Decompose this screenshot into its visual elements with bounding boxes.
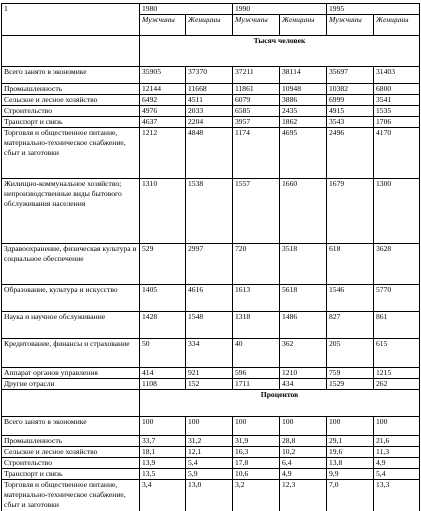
value-cell: 1486	[280, 311, 327, 338]
value-cell: 100	[280, 416, 327, 435]
value-cell: 2496	[327, 127, 374, 178]
section-label-cell	[2, 389, 140, 416]
value-cell: 13,5	[140, 468, 186, 479]
value-cell: 6,4	[280, 457, 327, 468]
value-cell: 3628	[374, 243, 420, 284]
value-cell: 434	[280, 378, 327, 389]
column-header: Женщины	[280, 14, 327, 35]
value-cell: 2997	[186, 243, 233, 284]
value-cell: 5770	[374, 284, 420, 311]
value-cell: 35905	[140, 66, 186, 83]
value-cell: 720	[233, 243, 280, 284]
value-cell: 6079	[233, 94, 280, 105]
value-cell: 4,9	[374, 457, 420, 468]
value-cell: 759	[327, 367, 374, 378]
value-cell: 2435	[280, 105, 327, 116]
column-header: Мужчины	[233, 14, 280, 35]
value-cell: 38114	[280, 66, 327, 83]
table-row	[2, 243, 420, 284]
value-cell: 1529	[327, 378, 374, 389]
value-cell: 37211	[233, 66, 280, 83]
value-cell: 3957	[233, 116, 280, 127]
table-row	[2, 338, 420, 367]
value-cell: 12,1	[186, 446, 233, 457]
value-cell: 17,8	[233, 457, 280, 468]
value-cell: 3543	[327, 116, 374, 127]
value-cell: 1300	[374, 178, 420, 243]
value-cell: 100	[140, 416, 186, 435]
row-label: Всего занято в экономике	[2, 416, 140, 435]
row-label: Наука и научное обслуживание	[2, 311, 140, 338]
value-cell: 21,6	[374, 435, 420, 446]
value-cell: 1613	[233, 284, 280, 311]
value-cell: 5,4	[186, 457, 233, 468]
value-cell: 1318	[233, 311, 280, 338]
value-cell: 10,2	[280, 446, 327, 457]
value-cell: 4637	[140, 116, 186, 127]
value-cell: 1212	[140, 127, 186, 178]
row-label: Другие отрасли	[2, 378, 140, 389]
value-cell: 6999	[327, 94, 374, 105]
value-cell: 50	[140, 338, 186, 367]
value-cell: 1215	[374, 367, 420, 378]
table-row	[2, 479, 420, 511]
row-label: Транспорт и связь	[2, 116, 140, 127]
value-cell: 1660	[280, 178, 327, 243]
table-row	[2, 116, 420, 127]
value-cell: 12144	[140, 83, 186, 94]
value-cell: 40	[233, 338, 280, 367]
value-cell: 31403	[374, 66, 420, 83]
value-cell: 1174	[233, 127, 280, 178]
column-header: Женщины	[374, 14, 420, 35]
value-cell: 29,1	[327, 435, 374, 446]
value-cell: 615	[374, 338, 420, 367]
table-row	[2, 178, 420, 243]
value-cell: 1862	[280, 116, 327, 127]
value-cell: 5,9	[186, 468, 233, 479]
value-cell: 1310	[140, 178, 186, 243]
value-cell: 262	[374, 378, 420, 389]
value-cell: 18,1	[140, 446, 186, 457]
year-header: 1980	[140, 4, 233, 15]
value-cell: 2204	[186, 116, 233, 127]
value-cell: 4695	[280, 127, 327, 178]
value-cell: 3,2	[233, 479, 280, 511]
row-label: Промышленность	[2, 435, 140, 446]
value-cell: 13,3	[374, 479, 420, 511]
year-header-row	[2, 4, 420, 15]
value-cell: 16,3	[233, 446, 280, 457]
value-cell: 4848	[186, 127, 233, 178]
value-cell: 10948	[280, 83, 327, 94]
table-row	[2, 105, 420, 116]
value-cell: 6800	[374, 83, 420, 94]
table-row	[2, 311, 420, 338]
value-cell: 31,9	[233, 435, 280, 446]
section-title: Тысяч человек	[140, 35, 420, 66]
row-label: Промышленность	[2, 83, 140, 94]
table-row	[2, 446, 420, 457]
table-row	[2, 127, 420, 178]
value-cell: 618	[327, 243, 374, 284]
value-cell: 921	[186, 367, 233, 378]
value-cell: 4,9	[280, 468, 327, 479]
value-cell: 3,4	[140, 479, 186, 511]
value-cell: 19,6	[327, 446, 374, 457]
value-cell: 28,8	[280, 435, 327, 446]
value-cell: 152	[186, 378, 233, 389]
row-label: Строительство	[2, 105, 140, 116]
value-cell: 4170	[374, 127, 420, 178]
corner-label: 1	[2, 4, 140, 36]
value-cell: 827	[327, 311, 374, 338]
row-label: Здравоохранение, физическая культура и социальное обеспечение	[2, 243, 140, 284]
value-cell: 6585	[233, 105, 280, 116]
table-row	[2, 94, 420, 105]
row-label: Аппарат органов управления	[2, 367, 140, 378]
row-label: Торговля и общественное питание, материально-техническое снабжение, сбыт и заготовки	[2, 479, 140, 511]
value-cell: 4616	[186, 284, 233, 311]
employment-table	[1, 3, 420, 511]
value-cell: 4511	[186, 94, 233, 105]
value-cell: 3518	[280, 243, 327, 284]
value-cell: 33,7	[140, 435, 186, 446]
section-label-cell	[2, 35, 140, 66]
column-header: Мужчины	[327, 14, 374, 35]
row-label: Торговля и общественное питание, материально-техническое снабжение, сбыт и заготовки	[2, 127, 140, 178]
value-cell: 12,3	[280, 479, 327, 511]
value-cell: 861	[374, 311, 420, 338]
year-header: 1995	[327, 4, 420, 15]
value-cell: 1538	[186, 178, 233, 243]
table-row	[2, 435, 420, 446]
value-cell: 6492	[140, 94, 186, 105]
row-label: Транспорт и связь	[2, 468, 140, 479]
value-cell: 35697	[327, 66, 374, 83]
value-cell: 1706	[374, 116, 420, 127]
value-cell: 100	[233, 416, 280, 435]
table-row	[2, 83, 420, 94]
value-cell: 1546	[327, 284, 374, 311]
table-row	[2, 468, 420, 479]
value-cell: 100	[327, 416, 374, 435]
section-row	[2, 389, 420, 416]
table-row	[2, 457, 420, 468]
value-cell: 100	[374, 416, 420, 435]
column-header: Женщины	[186, 14, 233, 35]
section-row	[2, 35, 420, 66]
value-cell: 1108	[140, 378, 186, 389]
value-cell: 11668	[186, 83, 233, 94]
row-label: Строительство	[2, 457, 140, 468]
table-row	[2, 66, 420, 83]
value-cell: 1428	[140, 311, 186, 338]
table-row	[2, 378, 420, 389]
value-cell: 414	[140, 367, 186, 378]
value-cell: 1548	[186, 311, 233, 338]
value-cell: 4976	[140, 105, 186, 116]
value-cell: 31,2	[186, 435, 233, 446]
row-label: Сельское и лесное хозяйство	[2, 446, 140, 457]
row-label: Образование, культура и искусство	[2, 284, 140, 311]
value-cell: 3541	[374, 94, 420, 105]
value-cell: 100	[186, 416, 233, 435]
value-cell: 2033	[186, 105, 233, 116]
year-header: 1990	[233, 4, 327, 15]
value-cell: 13,9	[140, 457, 186, 468]
value-cell: 205	[327, 338, 374, 367]
value-cell: 7,0	[327, 479, 374, 511]
value-cell: 1557	[233, 178, 280, 243]
value-cell: 334	[186, 338, 233, 367]
value-cell: 1210	[280, 367, 327, 378]
value-cell: 11,3	[374, 446, 420, 457]
value-cell: 13,0	[186, 479, 233, 511]
table-row	[2, 367, 420, 378]
value-cell: 10382	[327, 83, 374, 94]
value-cell: 5618	[280, 284, 327, 311]
value-cell: 1711	[233, 378, 280, 389]
row-label: Сельское и лесное хозяйство	[2, 94, 140, 105]
value-cell: 37370	[186, 66, 233, 83]
value-cell: 11861	[233, 83, 280, 94]
row-label: Кредитование, финансы и страхование	[2, 338, 140, 367]
value-cell: 13,8	[327, 457, 374, 468]
value-cell: 1535	[374, 105, 420, 116]
row-label: Всего занято в экономике	[2, 66, 140, 83]
value-cell: 1679	[327, 178, 374, 243]
value-cell: 10,6	[233, 468, 280, 479]
value-cell: 5,4	[374, 468, 420, 479]
value-cell: 529	[140, 243, 186, 284]
section-title: Процентов	[140, 389, 420, 416]
value-cell: 4915	[327, 105, 374, 116]
table-row	[2, 284, 420, 311]
table-row	[2, 416, 420, 435]
value-cell: 1405	[140, 284, 186, 311]
value-cell: 596	[233, 367, 280, 378]
value-cell: 9,9	[327, 468, 374, 479]
value-cell: 3886	[280, 94, 327, 105]
value-cell: 362	[280, 338, 327, 367]
column-header: Мужчины	[140, 14, 186, 35]
row-label: Жилищно-коммунальное хозяйство; непроизводственные виды бытового обслуживания населения	[2, 178, 140, 243]
